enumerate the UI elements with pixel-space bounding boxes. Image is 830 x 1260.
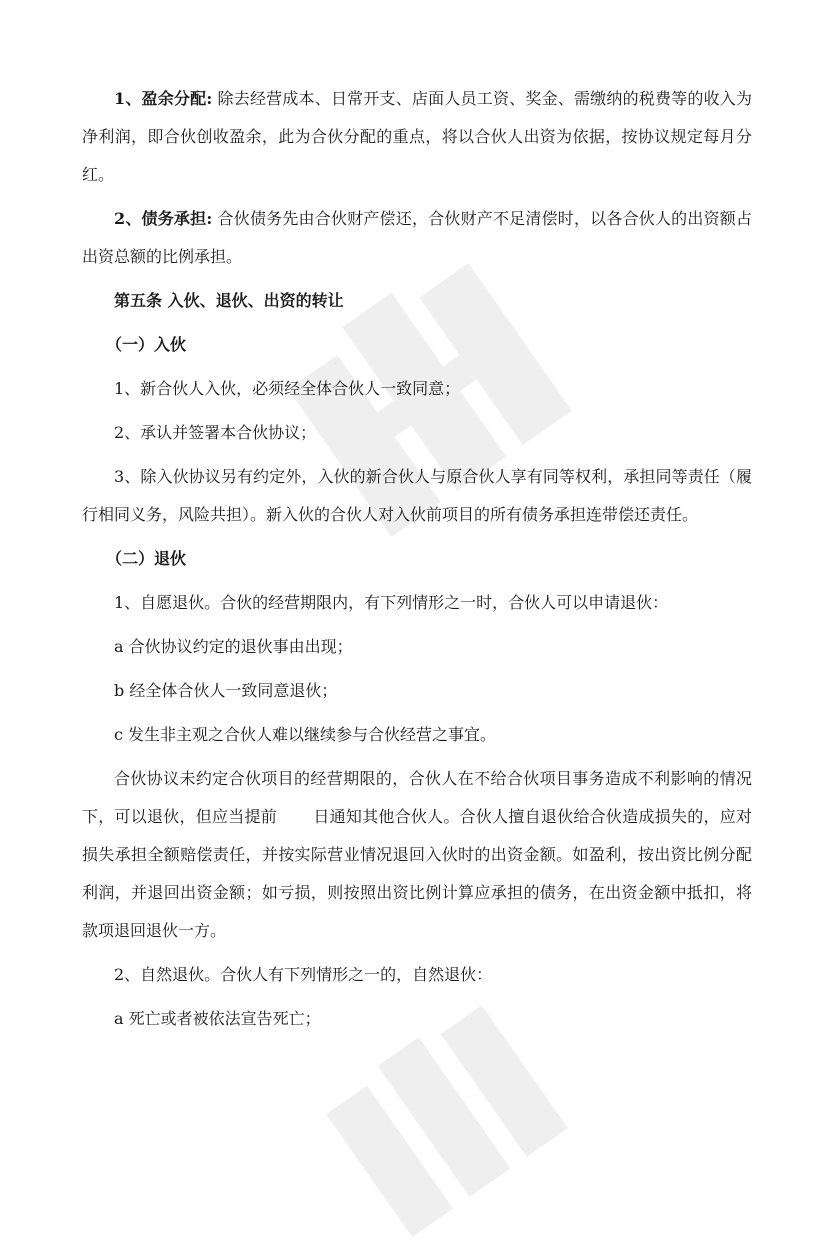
section-join-heading: （一）入伙 [106,335,187,354]
withdraw-item-1c: c 发生非主观之合伙人难以继续参与合伙经营之事宜。 [114,725,497,744]
paragraph-debt-bearing [82,200,752,276]
document-body [82,80,752,1044]
withdraw-item-1a: a 合伙协议约定的退伙事由出现； [114,637,353,656]
withdraw-item-1: 1、自愿退伙。合伙的经营期限内，有下列情形之一时，合伙人可以申请退伙： [114,593,669,612]
withdraw-item-1b: b 经全体合伙人一致同意退伙； [114,681,338,700]
profit-distribution-text: 除去经营成本、日常开支、店面人员工资、奖金、需缴纳的税费等的收入为净利润，即合伙创收盈余，此为合伙分配的重点，将以合伙人出资为依据，按协议规定每月分红。 [82,89,752,184]
profit-distribution-separator: : [206,89,213,108]
withdraw-item-2: 2、自然退伙。合伙人有下列情形之一的，自然退伙： [114,965,493,984]
debt-bearing-separator: : [206,209,213,228]
withdraw-item-2a: a 死亡或者被依法宣告死亡； [114,1009,321,1028]
article-five-heading: 第五条 入伙、退伙、出资的转让 [114,291,344,310]
debt-bearing-label: 2、债务承担 [114,209,207,228]
join-item-3: 3、除入伙协议另有约定外，入伙的新合伙人与原合伙人享有同等权利，承担同等责任（履行相同义务，风险共担）。新入伙的合伙人对入伙前项目的所有债务承担连带偿还责任。 [82,467,752,524]
debt-bearing-text: 合伙债务先由合伙财产偿还，合伙财产不足清偿时，以各合伙人的出资额占出资总额的比例承担。 [82,209,752,266]
join-item-1: 1、新合伙人入伙，必须经全体合伙人一致同意； [114,379,461,398]
section-withdraw-heading: （二）退伙 [106,549,187,568]
profit-distribution-label: 1、盈余分配 [114,89,207,108]
withdraw-paragraph-post: 日通知其他合伙人。合伙人擅自退伙给合伙造成损失的，应对损失承担全额赔偿责任，并按实际营业情况退回入伙时的出资金额。如盈利，按出资比例分配利润，并退回出资金额；如亏损，则按照出资比例计算应承担的债务，在出资金额中抵扣，将款项退回退伙一方。 [82,807,752,940]
paragraph-profit-distribution [82,80,752,194]
join-item-2: 2、承认并签署本合伙协议； [114,423,317,442]
withdraw-paragraph-pre: 合伙协议未约定合伙项目的经营期限的，合伙人在不给合伙项目事务造成不利影响的情况下，可以退伙，但应当提前 [82,769,752,826]
withdraw-paragraph [82,760,752,950]
